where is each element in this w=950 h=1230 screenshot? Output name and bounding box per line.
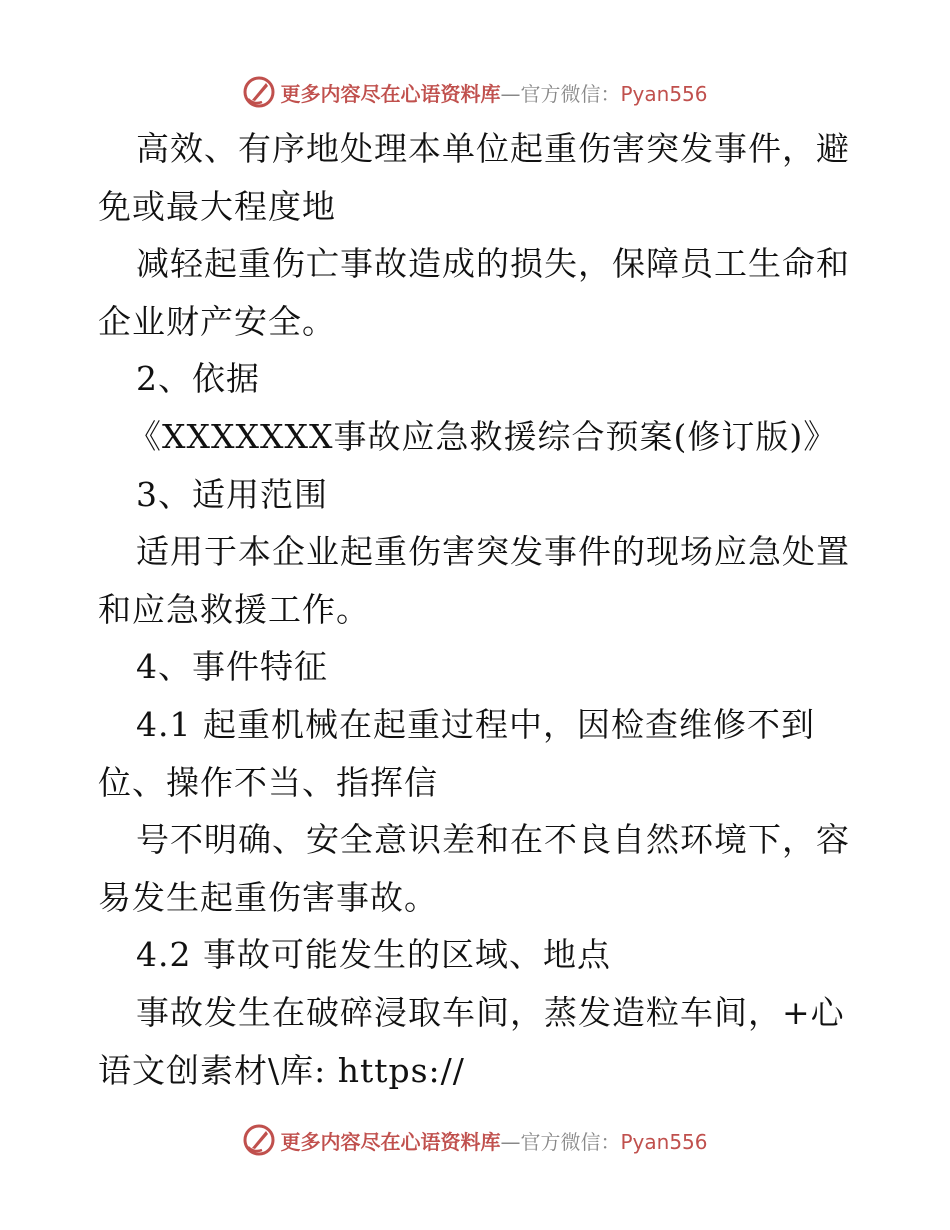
footer-watermark <box>0 1120 950 1160</box>
watermark-text: 更多内容尽在心语资料库—官方微信：Pyan556 <box>280 81 708 106</box>
document-body <box>98 120 858 1099</box>
section-heading: 2、依据 <box>136 359 260 399</box>
quill-logo-icon <box>242 1123 276 1157</box>
paragraph-line: 语文创素材\库: https:// <box>98 1050 465 1090</box>
watermark-text: 更多内容尽在心语资料库—官方微信：Pyan556 <box>280 1129 708 1154</box>
paragraph-line: 4.1 起重机械在起重过程中，因检查维修不到 <box>136 704 815 744</box>
paragraph-line: 免或最大程度地 <box>98 186 336 226</box>
paragraph-line: 减轻起重伤亡事故造成的损失，保障员工生命和 <box>136 244 850 284</box>
paragraph-line: 适用于本企业起重伤害突发事件的现场应急处置 <box>136 532 850 572</box>
reference-title: 《XXXXXXX事故应急救援综合预案(修订版)》 <box>128 416 838 456</box>
header-watermark <box>0 72 950 112</box>
paragraph-line: 和应急救援工作。 <box>98 589 370 629</box>
paragraph-line: 事故发生在破碎浸取车间，蒸发造粒车间，+心 <box>136 992 845 1032</box>
paragraph-line: 易发生起重伤害事故。 <box>98 877 438 917</box>
section-heading: 3、适用范围 <box>136 474 328 514</box>
paragraph-line: 高效、有序地处理本单位起重伤害突发事件，避 <box>136 129 850 168</box>
quill-logo-icon <box>242 75 276 109</box>
paragraph-line: 企业财产安全。 <box>98 301 336 341</box>
section-heading: 4、事件特征 <box>136 647 328 687</box>
paragraph-line: 号不明确、安全意识差和在不良自然环境下，容 <box>136 820 850 860</box>
subsection-heading: 4.2 事故可能发生的区域、地点 <box>136 935 611 975</box>
paragraph-line: 位、操作不当、指挥信 <box>98 762 438 802</box>
